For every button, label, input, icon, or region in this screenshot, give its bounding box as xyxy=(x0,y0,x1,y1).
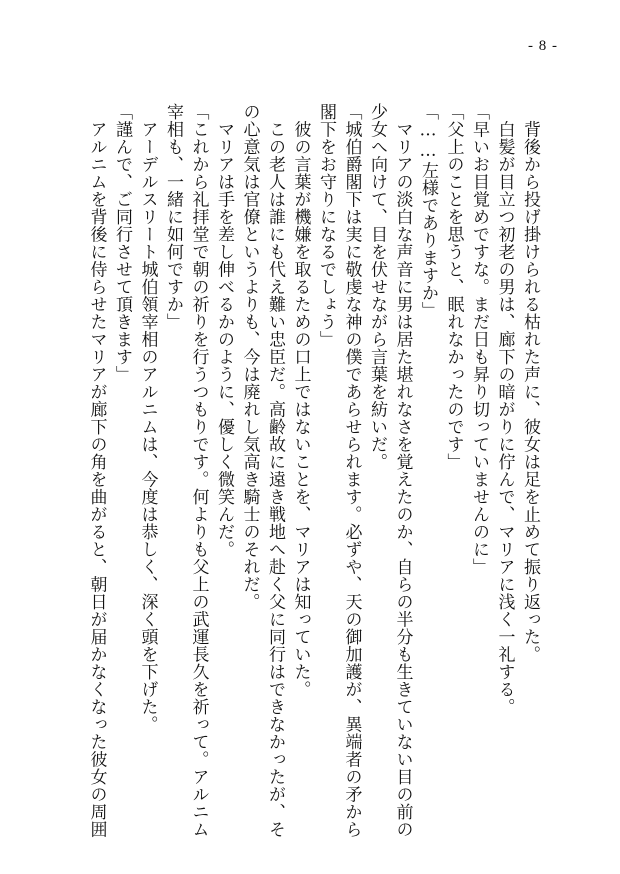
body-text xyxy=(83,103,542,838)
text-line: 「謹んで、ご同行させて頂きます」 xyxy=(112,103,132,383)
text-line: 「早いお目覚めですな。まだ日も昇り切っていませんのに」 xyxy=(469,103,489,576)
text-line: アルニムを背後に侍らせたマリアが廊下の角を曲がると、朝日が届かなくなった彼女の周囲 xyxy=(86,103,107,838)
text-line: 「……左様でありますか」 xyxy=(418,103,438,319)
text-line: マリアの淡白な声音に男は居た堪れなさを覚えたのか、自らの半分も生きていない目の前の xyxy=(392,103,413,838)
text-line: 「これから礼拝堂で朝の祈りを行うつもりです。何よりも父上の武運長久を祈って。アルニム xyxy=(188,103,209,838)
text-line: アーデルスリート城伯領宰相のアルニムは、今度は恭しく、深く頭を下げた。 xyxy=(137,103,158,733)
text-line: マリアは手を差し伸べるかのように、優しく微笑んだ。 xyxy=(214,103,234,558)
text-line: 白髪が目立つ初老の男は、廊下の暗がりに佇んで、マリアに浅く一礼する。 xyxy=(494,103,515,716)
text-line: 閣下をお守りになるでしょう」 xyxy=(316,103,336,348)
text-line: の心意気は官僚というよりも、今は廃れし気高き騎士のそれだ。 xyxy=(239,103,260,611)
text-line: 背後から投げ掛けられる枯れた声に、彼女は足を止めて振り返った。 xyxy=(520,103,540,663)
text-line: 「城伯爵閣下は実に敬虔な神の僕であらせられます。必ずや、天の御加護が、異端者の矛から xyxy=(341,103,362,838)
text-line: 少女へ向けて、目を伏せながら言葉を紡いだ。 xyxy=(367,103,387,471)
text-line: 宰相も、一緒に如何ですか」 xyxy=(163,103,183,331)
text-line: この老人は誰にも代え難い忠臣だ。高齢故に遠き戦地へ赴く父に同行はできなかったが、そ xyxy=(265,103,285,838)
text-line: 彼の言葉が機嫌を取るための口上ではないことを、マリアは知っていた。 xyxy=(290,103,311,698)
page-number: - 8 - xyxy=(528,38,558,54)
text-line: 「父上のことを思うと、眠れなかったのです」 xyxy=(443,103,464,471)
